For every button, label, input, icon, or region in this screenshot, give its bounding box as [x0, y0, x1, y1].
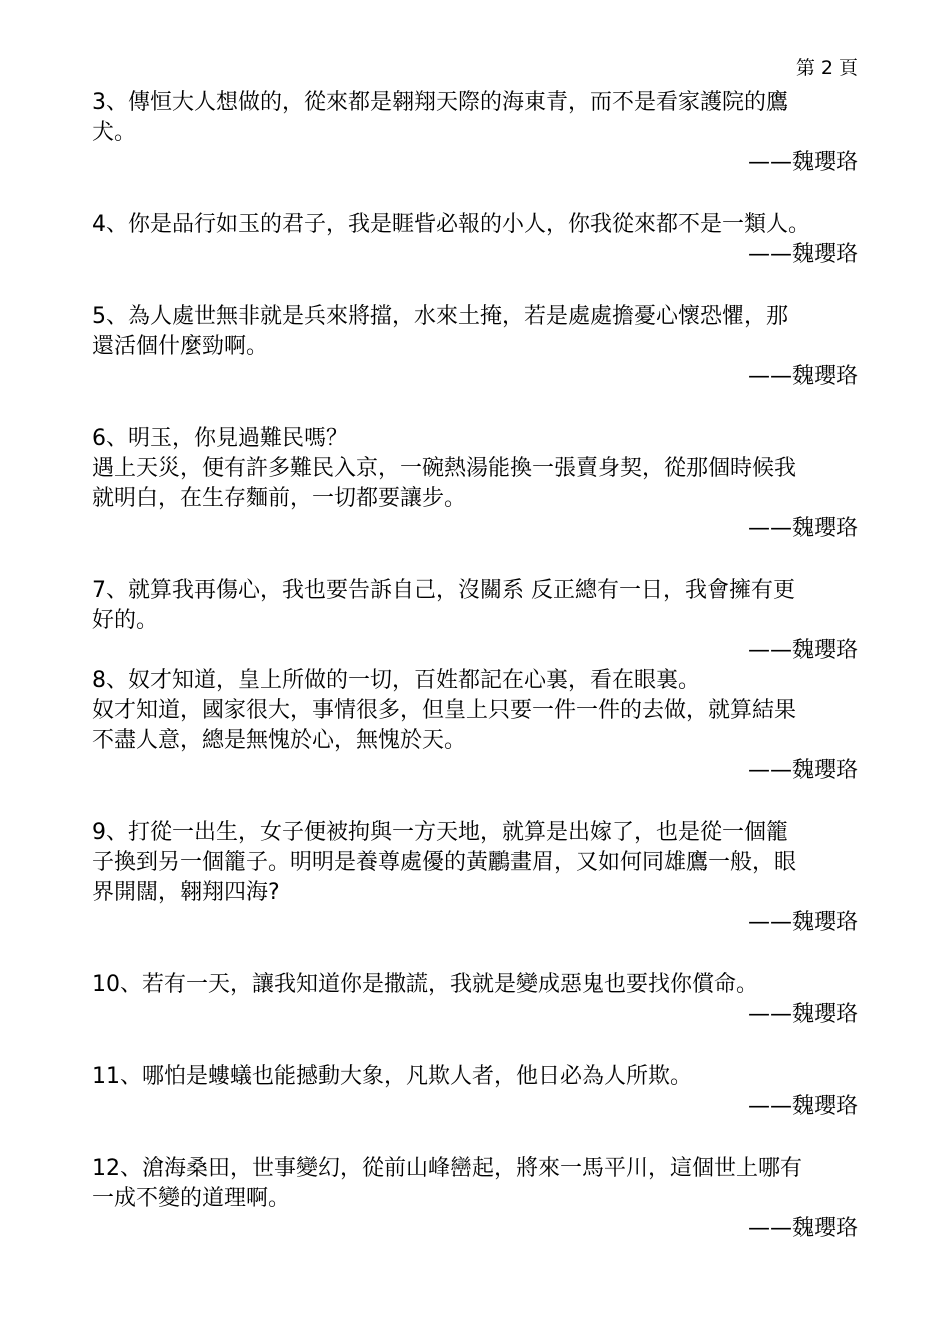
quote-entry: [92, 88, 858, 178]
quote-entry: [92, 666, 858, 786]
quote-line: 9、打從一出生，女子便被拘與一方天地，就算是出嫁了，也是從一個籠: [92, 820, 788, 845]
quote-line: 子換到另一個籠子。明明是養尊處優的黃鸝畫眉，又如何同雄鷹一般，眼: [92, 850, 797, 875]
quote-line: 11、哪怕是螻蟻也能撼動大象，凡欺人者，他日必為人所欺。: [92, 1064, 692, 1089]
quote-attribution: ——魏瓔珞: [747, 150, 858, 175]
quote-line: 12、滄海桑田，世事變幻，從前山峰巒起，將來一馬平川，這個世上哪有: [92, 1156, 802, 1181]
quote-line: 界開闊，翱翔四海?: [92, 880, 280, 905]
quote-entry: [92, 1062, 858, 1122]
quote-line: 就明白，在生存麵前，一切都要讓步。: [92, 486, 467, 511]
quote-line: 遇上天災，便有許多難民入京，一碗熱湯能換一張賣身契，從那個時候我: [92, 456, 797, 481]
quote-line: 8、奴才知道，皇上所做的一切，百姓都記在心裏，看在眼裏。: [92, 668, 700, 693]
quote-entry: [92, 818, 858, 938]
quote-entry: [92, 210, 858, 270]
quote-line: 5、為人處世無非就是兵來將擋，水來土掩，若是處處擔憂心懷恐懼，那: [92, 304, 788, 329]
quote-attribution: ——魏瓔珞: [747, 242, 858, 267]
quote-line: 好的。: [92, 608, 159, 633]
quote-line: 10、若有一天，讓我知道你是撒謊，我就是變成惡鬼也要找你償命。: [92, 972, 758, 997]
quote-attribution: ——魏瓔珞: [747, 758, 858, 783]
quote-line: 還活個什麼勁啊。: [92, 334, 269, 359]
quote-entry: [92, 1154, 858, 1244]
quote-attribution: ——魏瓔珞: [747, 910, 858, 935]
quote-line: 6、明玉，你見過難民嗎？: [92, 426, 348, 451]
quote-attribution: ——魏瓔珞: [747, 1216, 858, 1241]
quote-attribution: ——魏瓔珞: [747, 364, 858, 389]
quote-attribution: ——魏瓔珞: [747, 1094, 858, 1119]
quote-attribution: ——魏瓔珞: [747, 516, 858, 541]
page-number: 第 2 頁: [795, 57, 858, 79]
quote-line: 奴才知道，國家很大，事情很多，但皇上只要一件一件的去做，就算結果: [92, 698, 797, 723]
quote-entry: [92, 970, 858, 1030]
quote-line: 3、傳恒大人想做的，從來都是翱翔天際的海東青，而不是看家護院的鷹: [92, 90, 788, 115]
quote-line: 犬。: [92, 120, 137, 145]
quote-line: 4、你是品行如玉的君子，我是睚眥必報的小人，你我從來都不是一類人。: [92, 212, 810, 237]
quote-entry: [92, 424, 858, 544]
quote-entry: [92, 302, 858, 392]
quote-line: 一成不變的道理啊。: [92, 1186, 291, 1211]
quote-line: 7、就算我再傷心，我也要告訴自己，沒關系 反正總有一日，我會擁有更: [92, 578, 795, 603]
quote-list: [92, 88, 858, 1244]
quote-attribution: ——魏瓔珞: [747, 638, 858, 663]
quote-attribution: ——魏瓔珞: [747, 1002, 858, 1027]
quote-entry: [92, 576, 858, 666]
quote-line: 不盡人意，總是無愧於心，無愧於天。: [92, 728, 467, 753]
